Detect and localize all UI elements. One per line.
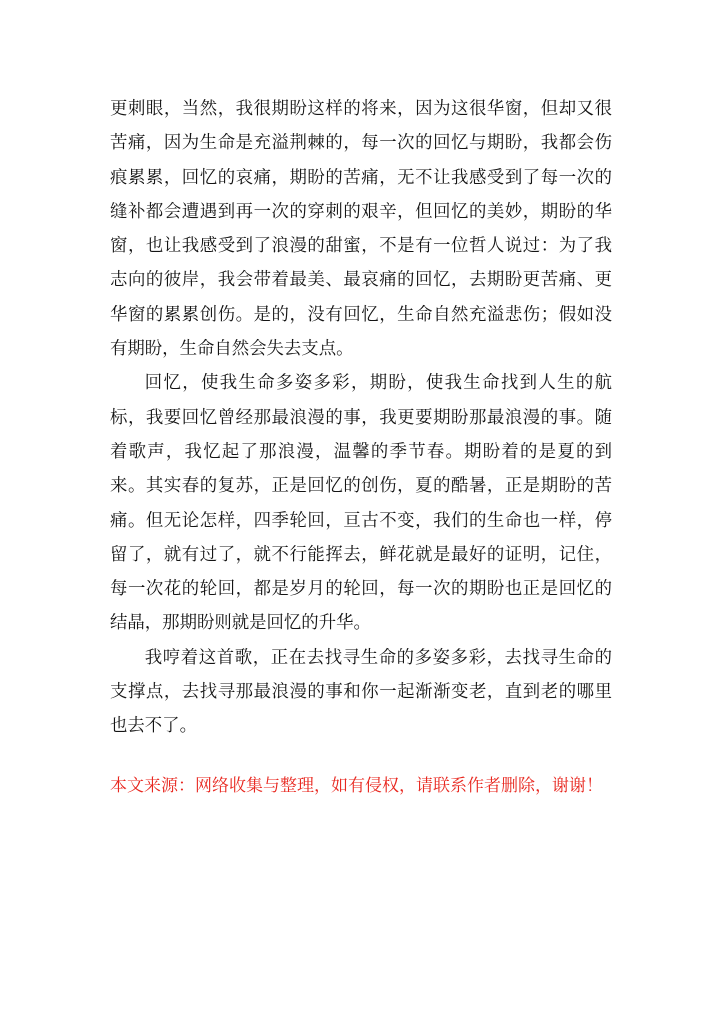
paragraph-closing: 我哼着这首歌，正在去找寻生命的多姿多彩，去找寻生命的支撑点，去找寻那最浪漫的事和你一起渐渐变老，直到老的哪里也去不了。 <box>110 647 612 737</box>
paragraph-recollection: 回忆，使我生命多姿多彩，期盼，使我生命找到人生的航标，我要回忆曾经那最浪漫的事，我更要期盼那最浪漫的事。随着歌声，我忆起了那浪漫，温馨的季节春。期盼着的是夏的到来。其实春的复苏，正是回忆的创伤，夏的酷暑，正是期盼的苦痛。但无论怎样，四季轮回，亘古不变，我们的生命也一样，停留了，就有过了，就不行能挥去，鲜花就是最好的证明，记住，每一次花的轮回，都是岁月的轮回，每一次的期盼也正是回忆的结晶，那期盼则就是回忆的升华。 <box>110 373 612 634</box>
paragraph-continued: 更刺眼，当然，我很期盼这样的将来，因为这很华窗，但却又很苦痛，因为生命是充溢荆棘的，每一次的回忆与期盼，我都会伤痕累累，回忆的哀痛，期盼的苦痛，无不让我感受到了每一次的缝补都会遭遇到再一次的穿刺的艰辛，但回忆的美妙，期盼的华窗，也让我感受到了浪漫的甜蜜，不是有一位哲人说过：为了我志向的彼岸，我会带着最美、最哀痛的回忆，去期盼更苦痛、更华窗的累累创伤。是的，没有回忆，生命自然充溢悲伤；假如没有期盼，生命自然会失去支点。 <box>110 99 612 360</box>
article-body <box>110 92 612 744</box>
source-disclaimer: 本文来源：网络收集与整理，如有侵权，请联系作者删除，谢谢！ <box>110 776 603 796</box>
